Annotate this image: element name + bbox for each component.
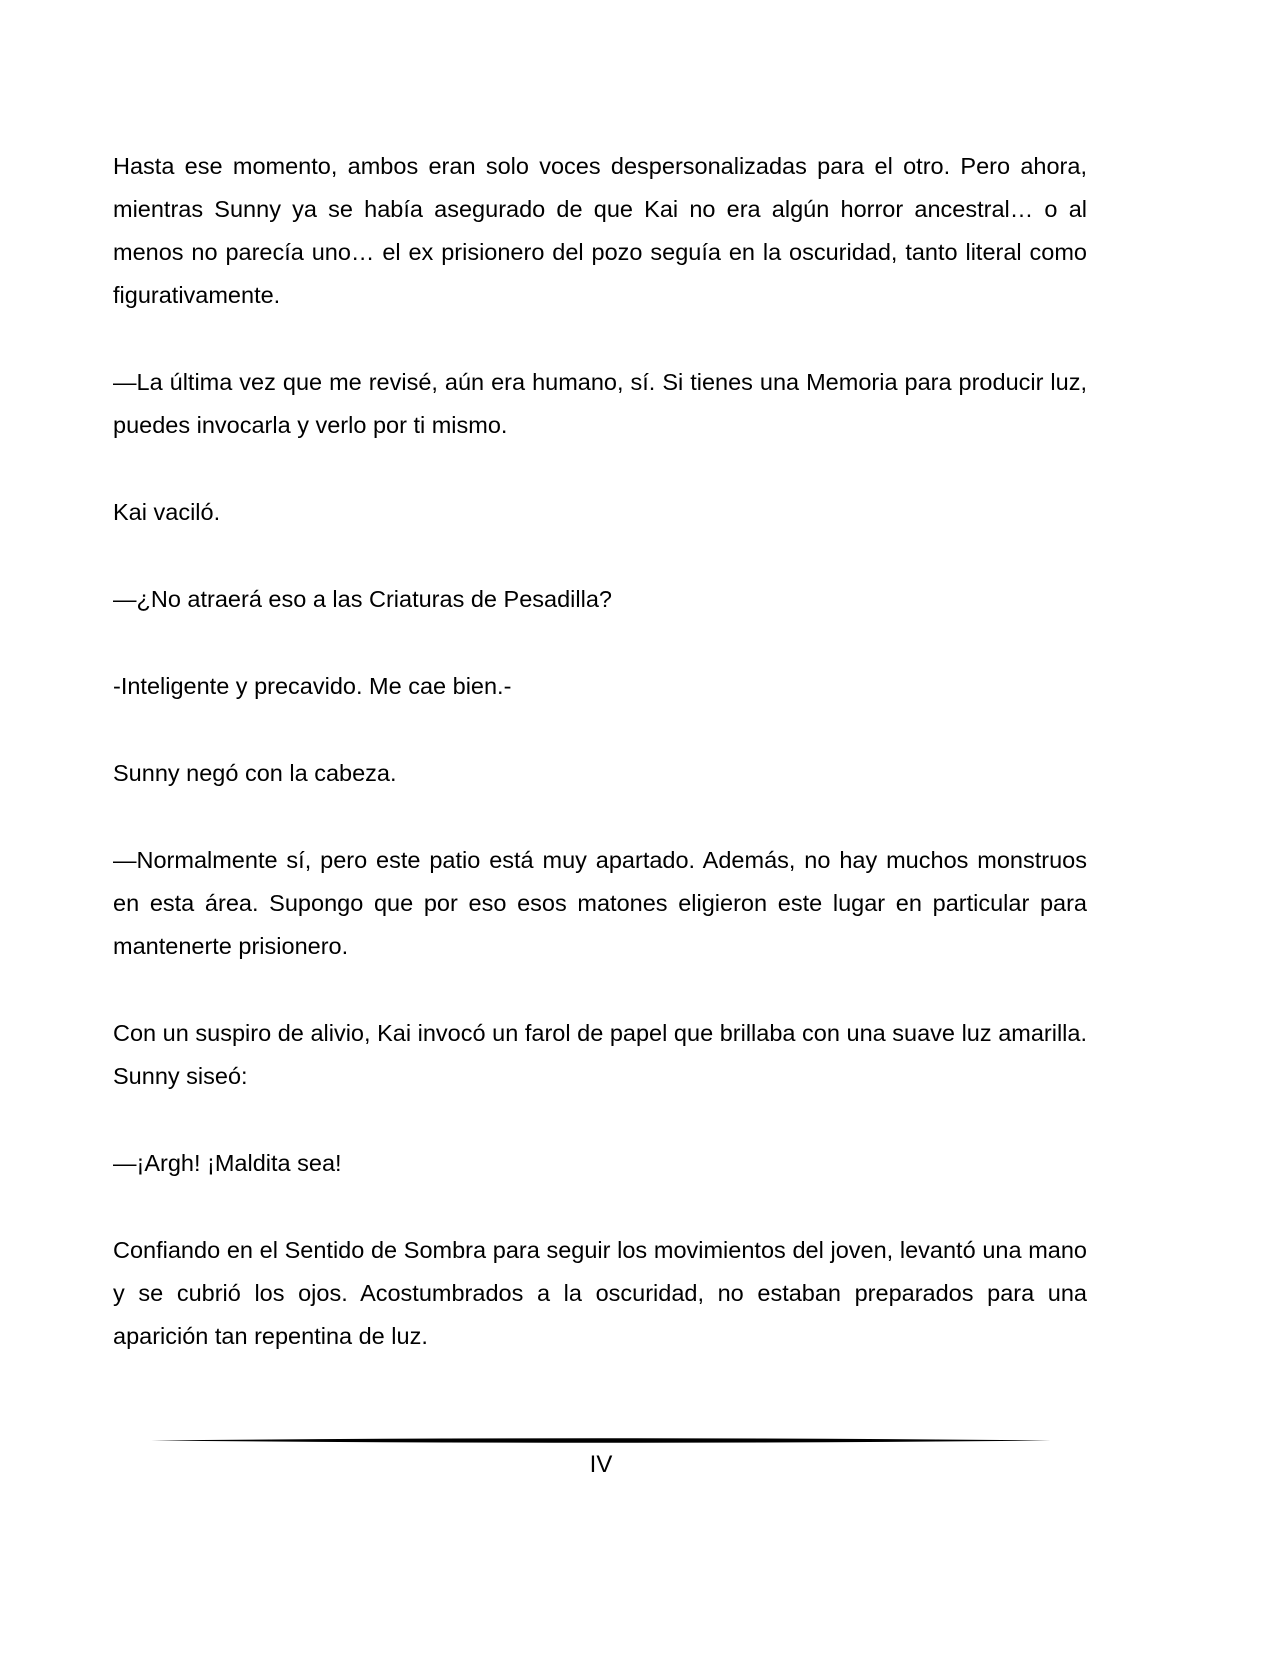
paragraph: Kai vaciló. — [113, 499, 221, 525]
paragraph: —¡Argh! ¡Maldita sea! — [113, 1150, 342, 1176]
paragraph: —¿No atraerá eso a las Criaturas de Pesadilla? — [113, 586, 612, 612]
paragraph: Con un suspiro de alivio, Kai invocó un farol de papel que brillaba con una suave luz amarilla. Sunny siseó: — [113, 1020, 1087, 1089]
body-text — [113, 145, 1087, 1402]
paragraph: Sunny negó con la cabeza. — [113, 760, 397, 786]
page-number: IV — [589, 1451, 613, 1478]
paragraph: Confiando en el Sentido de Sombra para seguir los movimientos del joven, levantó una mano y se cubrió los ojos. Acostumbrados a la oscuridad, no estaban preparados para una aparición tan repentina de luz. — [113, 1237, 1087, 1349]
paragraph: —Normalmente sí, pero este patio está muy apartado. Además, no hay muchos monstruos en esta área. Supongo que por eso esos matones eligieron este lugar en particular para mantenerte prisionero. — [113, 847, 1087, 959]
paragraph: Hasta ese momento, ambos eran solo voces despersonalizadas para el otro. Pero ahora, mientras Sunny ya se había asegurado de que Kai no era algún horror ancestral… o al menos no parecía uno… el ex prisionero del pozo seguía en la oscuridad, tanto literal como figurativamente. — [113, 153, 1087, 308]
paragraph: —La última vez que me revisé, aún era humano, sí. Si tienes una Memoria para producir luz, puedes invocarla y verlo por ti mismo. — [113, 369, 1087, 438]
paragraph: -Inteligente y precavido. Me cae bien.- — [113, 673, 512, 699]
footer-divider — [151, 1436, 1051, 1445]
